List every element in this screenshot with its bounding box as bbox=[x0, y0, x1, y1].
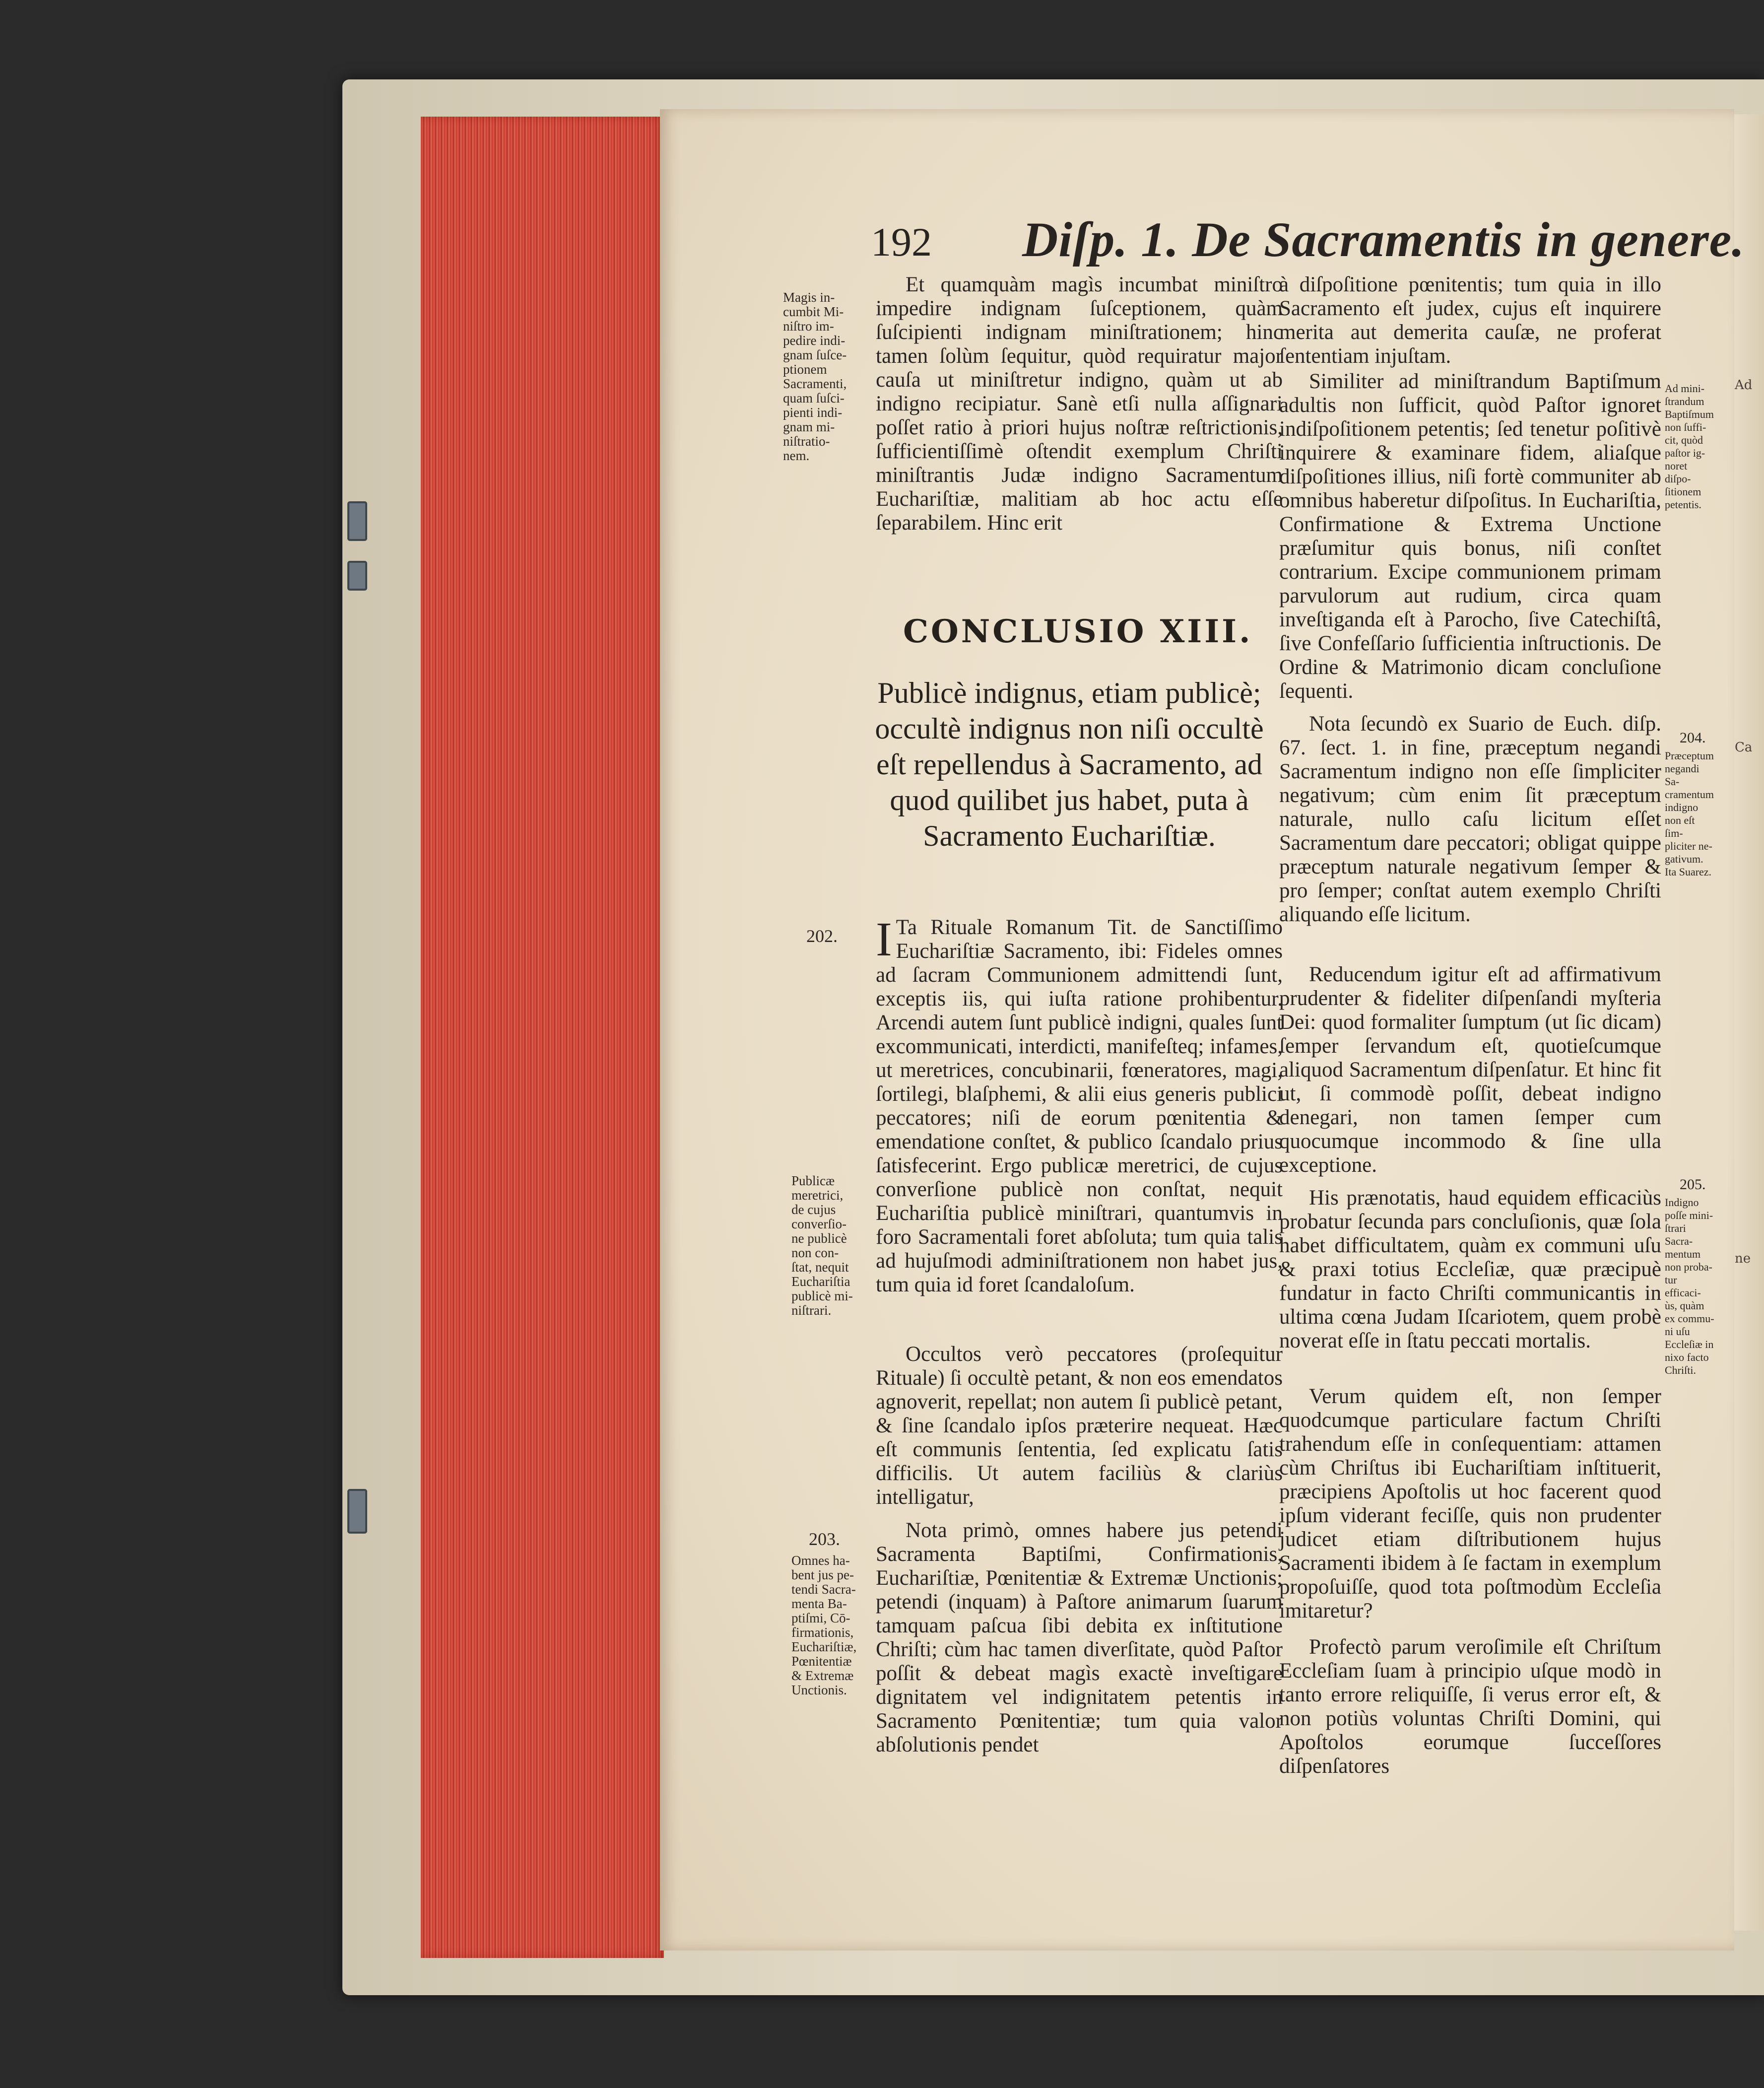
margin-line: converſio- bbox=[791, 1216, 847, 1231]
margin-note-praeceptum bbox=[1665, 749, 1714, 878]
margin-line: menta Ba- bbox=[791, 1596, 847, 1611]
margin-line: indigno bbox=[1665, 801, 1699, 813]
margin-line: Omnes ha- bbox=[791, 1553, 850, 1568]
margin-note-magis bbox=[783, 290, 847, 463]
paragraph-rituale bbox=[876, 913, 1283, 1297]
margin-line: Unctionis. bbox=[791, 1683, 847, 1697]
margin-line: tendi Sacra- bbox=[791, 1582, 856, 1597]
margin-line: Pœnitentiæ bbox=[791, 1654, 852, 1669]
margin-line: Indigno bbox=[1665, 1196, 1699, 1209]
margin-note-baptismum bbox=[1665, 382, 1714, 511]
margin-line: gnam ſuſce- bbox=[783, 347, 847, 362]
drop-cap: I bbox=[876, 913, 892, 966]
margin-line: poſſe mini- bbox=[1665, 1209, 1713, 1221]
margin-note-omnes bbox=[791, 1553, 856, 1697]
margin-line: non ſuffi- bbox=[1665, 421, 1706, 433]
margin-line: nem. bbox=[783, 448, 810, 463]
conclusion-heading: CONCLUSIO XIII. bbox=[903, 613, 1253, 650]
margin-line: ſtrandum bbox=[1665, 395, 1704, 407]
margin-line: mentum bbox=[1665, 1248, 1701, 1260]
marginal-number-203: 203. bbox=[809, 1529, 840, 1549]
margin-line: niſtrari. bbox=[791, 1303, 832, 1318]
margin-line: noret diſpo- bbox=[1665, 460, 1691, 485]
page-number: 192 bbox=[871, 219, 932, 265]
margin-line: nixo facto bbox=[1665, 1351, 1709, 1363]
margin-line: tur efficaci- bbox=[1665, 1274, 1701, 1299]
margin-line: non con- bbox=[791, 1245, 839, 1260]
next-page-fragment: ne bbox=[1735, 1251, 1751, 1266]
margin-line: ptiſmi, Cō- bbox=[791, 1611, 850, 1625]
margin-line: ni uſu bbox=[1665, 1325, 1690, 1338]
running-head bbox=[871, 211, 1745, 280]
margin-line: gnam mi- bbox=[783, 419, 835, 434]
conclusion-thesis: Publicè indignus, etiam publicè; occultè indignus non niſi occultè eſt repellendus à Sacramento, ad quod quilibet jus habet, puta à Sacramento Euchariſtiæ. bbox=[875, 676, 1264, 852]
paragraph-occultos: Occultos verò peccatores (proſequitur Rituale) ſi occultè petant, & non eos emendatos agnoverit, repellat; non autem ſi publicè petant, & ſine ſcandalo ipſos præterire nequeat. Hæc eſt communis ſententia, ſed explicatu ſatis difficilis. Ut autem faciliùs & clariùs intelligatur, bbox=[876, 1343, 1283, 1509]
margin-line: Chriſti. bbox=[1665, 1364, 1696, 1376]
margin-line: Euchariſtiæ, bbox=[791, 1639, 857, 1654]
margin-line: niſtro im- bbox=[783, 319, 834, 334]
paragraph-his-praenotatis: His prænotatis, haud equidem efficaciùs probatur ſecunda pars concluſionis, quæ ſola habet difficultatem, quàm ex communi uſu & praxi totius Eccleſiæ, quæ præcipuè fundatur in facto Chriſti communicantis in ultima cœna Judam Iſcariotem, quem probè noverat eſſe in ſtatu peccati mortalis. bbox=[1279, 1186, 1661, 1352]
margin-note-indigno bbox=[1665, 1196, 1714, 1377]
marginal-number-205: 205. bbox=[1680, 1176, 1706, 1193]
margin-line: Baptiſmum bbox=[1665, 408, 1714, 420]
margin-line: Euchariſtia bbox=[791, 1274, 850, 1289]
margin-line: paſtor ig- bbox=[1665, 447, 1705, 459]
margin-line: Publicæ bbox=[791, 1173, 835, 1188]
margin-line: publicè mi- bbox=[791, 1288, 853, 1303]
margin-line: cumbit Mi- bbox=[783, 304, 844, 319]
margin-line: pedire indi- bbox=[783, 333, 846, 348]
margin-line: negandi Sa- bbox=[1665, 762, 1699, 788]
margin-note-publicae bbox=[791, 1174, 853, 1318]
margin-line: Ad mini- bbox=[1665, 382, 1705, 395]
next-page-fragment: Ad bbox=[1735, 378, 1753, 393]
next-page-fragment: Ca bbox=[1735, 740, 1753, 755]
margin-line: ùs, quàm bbox=[1665, 1299, 1704, 1312]
margin-line: ex commu- bbox=[1665, 1312, 1714, 1325]
margin-line: cramentum bbox=[1665, 788, 1714, 801]
paragraph-continuation: à diſpoſitione pœnitentis; tum quia in illo Sacramento eſt judex, cujus eſt inquirere merita aut demerita cauſæ, ne proferat ſententiam injuſtam. bbox=[1279, 273, 1661, 368]
margin-line: ſtat, nequit bbox=[791, 1260, 849, 1275]
book-clasp-lower bbox=[347, 561, 367, 591]
book-clasp-bottom bbox=[347, 1489, 367, 1534]
paragraph-similiter: Similiter ad miniſtrandum Baptiſmum adultis non ſufficit, quòd Paſtor ignoret indiſpoſitionem petentis; ſed tenetur poſitivè inquirere & examinare fidem, aliaſque diſpoſitiones illius, niſi fortè communiter ab omnibus haberetur diſpoſitus. In Euchariſtia, Confirmatione & Extrema Unctione præſumitur quis bonus, niſi conſtet contrarium. Excipe communionem primam parvulorum aut rudium, circa quam inveſtiganda eſt à Parocho, ſive Catechiſtâ, ſive Confeſſario ſufficientia inſtructionis. De Ordine & Matrimonio dicam concluſione ſequenti. bbox=[1279, 370, 1661, 703]
margin-line: gativum. bbox=[1665, 853, 1703, 865]
margin-line: Sacramenti, bbox=[783, 376, 847, 391]
margin-line: non proba- bbox=[1665, 1261, 1712, 1273]
paragraph-nota-primo: Nota primò, omnes habere jus petendi Sacramenta Baptiſmi, Confirmationis, Euchariſtiæ, Pœnitentiæ & Extremæ Unctionis; petendi (inquam) à Paſtore animarum ſuarum tamquam paſcua ſibi debita ex inſtitutione Chriſti; cùm hac tamen diverſitate, quòd Paſtor poſſit & debeat magìs exactè inveſtigare dignitatem vel indignitatem petentis in Sacramento Pœnitentiæ; tum quia valor abſolutionis pendet bbox=[876, 1519, 1283, 1756]
margin-line: pliciter ne- bbox=[1665, 840, 1712, 852]
margin-line: bent jus pe- bbox=[791, 1567, 854, 1582]
marginal-number-204: 204. bbox=[1680, 730, 1706, 746]
margin-line: ſitionem bbox=[1665, 485, 1701, 498]
margin-line: firmationis, bbox=[791, 1625, 854, 1640]
margin-line: niſtratio- bbox=[783, 434, 830, 449]
margin-line: Eccleſiæ in bbox=[1665, 1338, 1714, 1350]
margin-line: Magis in- bbox=[783, 290, 835, 305]
margin-line: Ita Suarez. bbox=[1665, 866, 1712, 878]
paragraph-rituale-text: Ta Rituale Romanum Tit. de Sanctiſſimo Euchariſtiæ Sacramento, ibi: Fideles omnes ad ſacram Communionem admittendi ſunt, exceptis iis, qui iuſta ratione prohibentur. Arcendi autem ſunt publicè indigni, quales ſunt excommunicati, interdicti, manifeſteq; infames, ut meretrices, concubinarii, fœneratores, magi, ſortilegi, blaſphemi, & alii eius generis publici peccatores; niſi de eorum pœnitentia & emendatione conſtet, & publico ſcandalo prius ſatisfecerint. Ergo publicæ meretrici, de cujus converſione publicè non conſtat, nequit Euchariſtia publicè miniſtrari, quantumvis in foro Sacramentali foret abſoluta; tum quia talis ad hujuſmodi adminiſtrationem non habet jus, tum quia id foret ſcandaloſum. bbox=[876, 916, 1283, 1296]
paragraph-verum: Verum quidem eſt, non ſemper quodcumque particulare factum Chriſti trahendum eſſe in conſequentiam: attamen cùm Chriſtus ibi Euchariſtiam inſtituerit, præcipiens Apoſtolis ut hoc facerent quod ipſum viderant feciſſe, quis non prudenter judicet etiam diſtributionem hujus Sacramenti ibidem à ſe factam in exemplum propoſuiſſe, quod tota poſtmodùm Eccleſia imitaretur? bbox=[1279, 1385, 1661, 1622]
margin-line: non eſt ſim- bbox=[1665, 814, 1695, 839]
margin-line: ſtrari Sacra- bbox=[1665, 1222, 1693, 1247]
book-clasp-upper bbox=[347, 501, 367, 541]
margin-line: ptionem bbox=[783, 362, 827, 377]
paragraph-reducendum: Reducendum igitur eſt ad affirmativum prudenter & fideliter diſpenſandi myſteria Dei: quod formaliter ſumptum (ut ſic dicam) ſemper ſervandum eſt, quotieſcumque aliquod Sacramentum diſpenſatur. Et hinc fit ut, ſi commodè poſſit, debeat indigno denegari, non tamen ſemper cum quocumque incommodo & ſine ulla exceptione. bbox=[1279, 963, 1661, 1177]
paragraph-nota-secundo: Nota ſecundò ex Suario de Euch. diſp. 67. ſect. 1. in fine, præceptum negandi Sacramentum indigno non eſſe ſimpliciter negativum; cùm enim ſit præceptum naturale, nullo caſu licitum eſſet Sacramentum dare peccatori; obligat quippe præceptum naturale negativum ſemper & pro ſemper; conſtat autem exemplo Chriſti aliquando eſſe licitum. bbox=[1279, 712, 1661, 926]
margin-line: quam ſuſci- bbox=[783, 391, 845, 405]
margin-line: meretrici, bbox=[791, 1188, 844, 1203]
paragraph-magis: Et quamquàm magìs incumbat miniſtro impedire indignam ſuſceptionem, quàm ſuſcipienti indignam miniſtrationem; hinc tamen ſolùm ſequitur, quòd requiratur major cauſa ut miniſtretur indigno, quàm ut ab indigno recipiatur. Sanè etſi nulla aſſignari poſſet ratio à priori hujus noſtræ reſtrictionis, ſufficientiſſimè oſtendit exemplum Chriſti miniſtrantis Judæ indigno Sacramentum Euchariſtiæ, malitiam ab hoc actu eſſe ſeparabilem. Hinc erit bbox=[876, 273, 1283, 535]
margin-line: ne publicè bbox=[791, 1231, 847, 1246]
paragraph-profecto: Profectò parum veroſimile eſt Chriſtum Eccleſiam ſuam à principio uſque modò in tanto errore reliquiſſe, ſi verus error eſt, & non potiùs voluntas Chriſti Domini, qui Apoſtolos eorumque ſucceſſores diſpenſatores bbox=[1279, 1635, 1661, 1778]
margin-line: & Extremæ bbox=[791, 1668, 854, 1683]
margin-line: Præceptum bbox=[1665, 749, 1714, 762]
margin-line: petentis. bbox=[1665, 498, 1701, 511]
margin-line: pienti indi- bbox=[783, 405, 843, 420]
header-title: Diſp. 1. De Sacramentis in genere. bbox=[1022, 212, 1745, 267]
red-page-edges bbox=[421, 117, 664, 1958]
marginal-number-202: 202. bbox=[806, 926, 838, 946]
margin-line: cit, quòd bbox=[1665, 434, 1703, 446]
margin-line: de cujus bbox=[791, 1202, 836, 1217]
